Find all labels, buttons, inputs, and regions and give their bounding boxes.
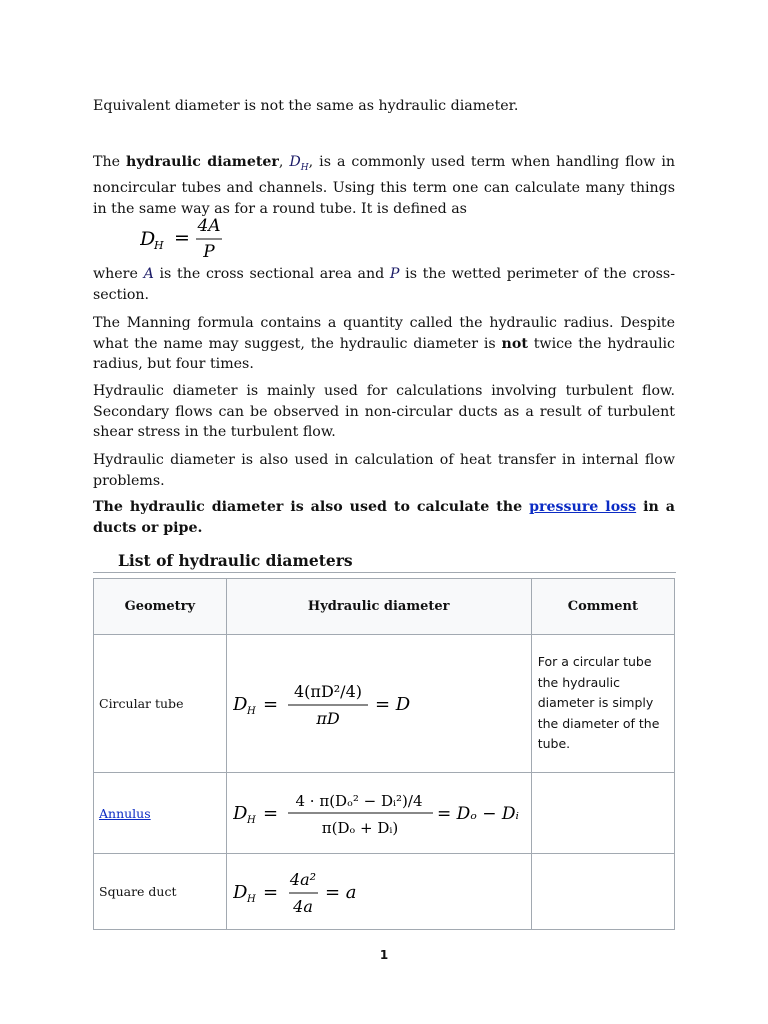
- formula-result: = a: [324, 881, 357, 903]
- paragraph-manning: [93, 313, 675, 375]
- paragraph-turbulent: Hydraulic diameter is mainly used for calculations involving turbulent flow. Secondary flows can be observed in non-circular ducts as a result of turbulent shear stress in the turbulent flow.: [93, 383, 675, 440]
- list-heading: List of hydraulic diameters: [118, 551, 353, 570]
- geometry-cell: [94, 773, 227, 854]
- para3-part1: The Manning formula contains a quantity called the hydraulic radius. Despite what the name may suggest, the hydraulic diameter is: [93, 315, 675, 352]
- formula-denominator: π(Dₒ + Dᵢ): [321, 819, 398, 837]
- symbol-d: D: [289, 154, 301, 170]
- para2-part2: is the cross sectional area and: [153, 266, 390, 282]
- main-formula-lhs: D: [140, 228, 156, 250]
- annulus-link[interactable]: Annulus: [99, 805, 151, 821]
- para2-part3: is the wetted perimeter of the cross-section.: [93, 266, 675, 303]
- header-comment: Comment: [531, 579, 674, 635]
- comment-cell: [531, 773, 674, 854]
- formula-annulus: [233, 782, 531, 844]
- header-hydraulic-diameter: Hydraulic diameter: [226, 579, 531, 635]
- para6-part1: The hydraulic diameter is also used to calculate the: [93, 499, 530, 515]
- comment-cell: [531, 854, 674, 930]
- formula-numerator: 4(πD²/4): [293, 681, 362, 701]
- var-a: A: [143, 266, 154, 282]
- emphasis-not: not: [501, 335, 528, 352]
- para1-lead: The: [93, 154, 126, 170]
- formula-equals: =: [262, 693, 278, 715]
- term-hydraulic-diameter: hydraulic diameter: [126, 154, 279, 170]
- paragraph-heat-transfer: Hydraulic diameter is also used in calculation of heat transfer in internal flow problems.: [93, 452, 675, 489]
- para1-sep: ,: [278, 154, 290, 170]
- symbol-sub-h: H: [300, 162, 309, 173]
- formula-cell: [226, 635, 531, 773]
- formula-numerator: 4 · π(Dₒ² − Dᵢ²)/4: [295, 792, 423, 810]
- formula-lhs: D: [232, 693, 248, 715]
- para2-part1: where: [93, 266, 144, 282]
- formula-numerator: 4a²: [289, 869, 316, 889]
- symbol-dh: [289, 154, 309, 173]
- main-formula-denominator: P: [203, 242, 215, 262]
- paragraph-pressure-loss: [93, 497, 675, 538]
- formula-square-duct: [233, 862, 433, 922]
- var-p: P: [389, 266, 400, 282]
- formula-cell: [226, 773, 531, 854]
- formula-lhs-sub: H: [246, 815, 256, 826]
- page-number: 1: [379, 948, 389, 962]
- hydraulic-diameter-table: [93, 578, 675, 930]
- formula-lhs-sub: H: [246, 893, 256, 905]
- main-formula-equals: =: [174, 227, 190, 249]
- para1-rest: , is a commonly used term when handling flow in noncircular tubes and channels. Using this term one can calculate many things in the same way as for a round tube. It is defined as: [93, 154, 675, 217]
- table-header-row: [94, 579, 675, 635]
- formula-denominator: 4a: [292, 896, 313, 916]
- geometry-cell: Circular tube: [94, 635, 227, 773]
- geometry-cell: Square duct: [94, 854, 227, 930]
- para3-part2: twice the hydraulic radius, but four times.: [93, 335, 675, 372]
- para6-part2: in a ducts or pipe.: [93, 499, 675, 536]
- header-geometry: Geometry: [94, 579, 227, 635]
- paragraph-where: [93, 264, 675, 305]
- formula-equals: =: [262, 881, 278, 903]
- formula-lhs: D: [232, 881, 248, 903]
- formula-result: = D: [374, 693, 410, 715]
- heading-rule: [93, 572, 676, 573]
- comment-cell: For a circular tube the hydraulic diameter is simply the diameter of the tube.: [531, 635, 674, 773]
- table-row: [94, 854, 675, 930]
- formula-result: = Dₒ − Dᵢ: [436, 804, 519, 824]
- pressure-loss-link[interactable]: pressure loss: [529, 499, 637, 515]
- formula-lhs: D: [232, 803, 248, 824]
- formula-equals: =: [262, 803, 278, 824]
- table-row: [94, 773, 675, 854]
- formula-lhs-sub: H: [246, 705, 256, 717]
- main-formula-lhs-sub: H: [154, 239, 164, 252]
- formula-cell: [226, 854, 531, 930]
- paragraph-definition: [93, 152, 675, 219]
- formula-circular-tube: [233, 674, 433, 734]
- main-formula-numerator: 4A: [197, 216, 221, 236]
- formula-denominator: πD: [316, 708, 340, 728]
- intro-sentence: Equivalent diameter is not the same as hydraulic diameter.: [93, 98, 519, 114]
- table-row: [94, 635, 675, 773]
- main-formula: [140, 214, 240, 264]
